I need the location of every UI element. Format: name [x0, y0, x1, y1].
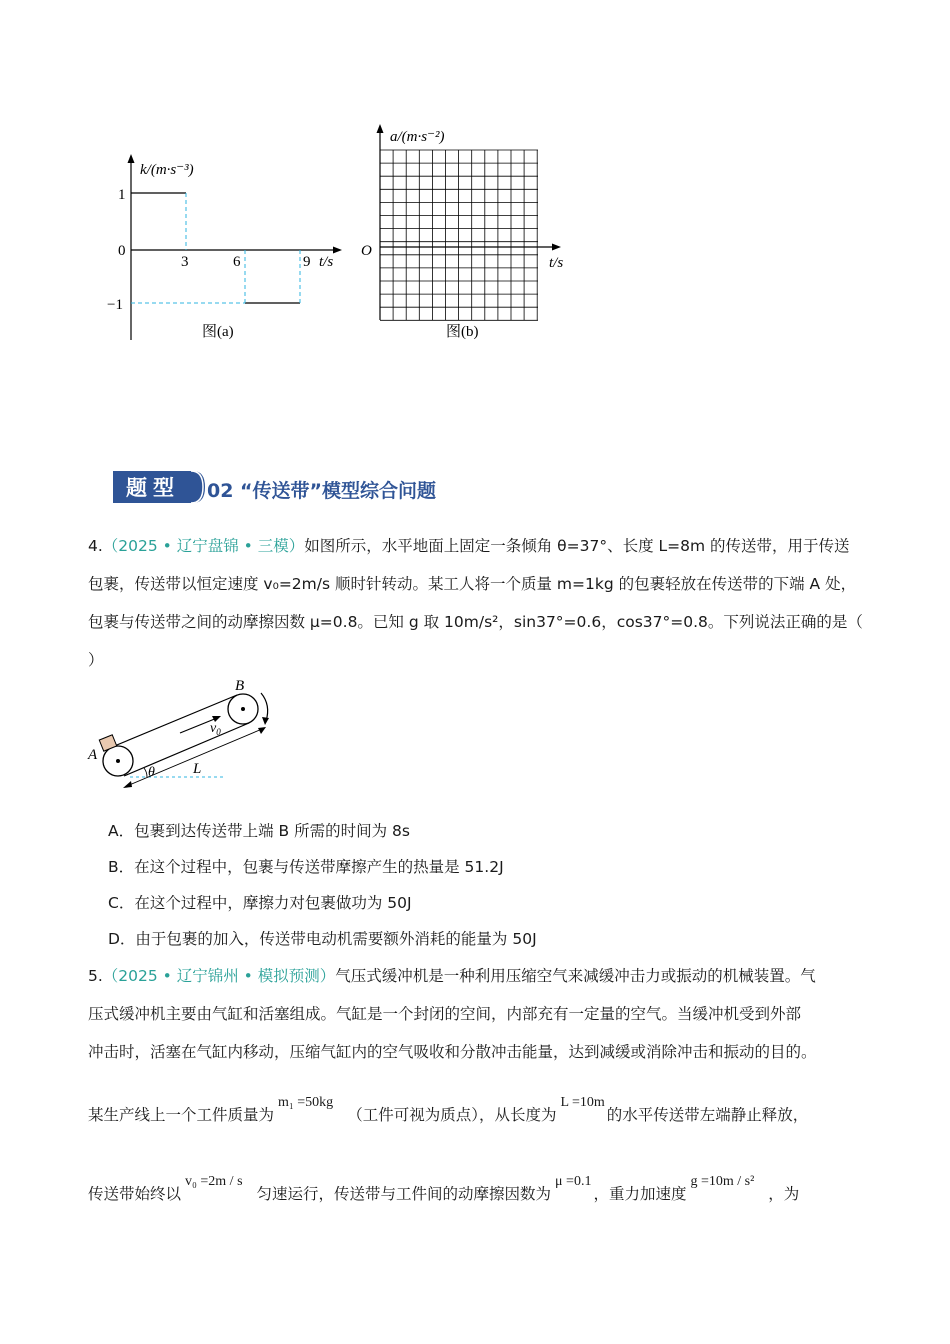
q4-number: 4.: [88, 537, 103, 555]
figure-b-grid: [380, 150, 538, 320]
q4-option-c[interactable]: C．在这个过程中，摩擦力对包裹做功为 50J: [108, 894, 412, 912]
rotation-arrow-icon: [261, 693, 268, 721]
figure-a-tick-9: 9: [303, 254, 311, 270]
figure-b-caption: 图(b): [446, 324, 479, 340]
label-v: $v_0$: [210, 721, 221, 737]
figure-a-x-label: t/s: [319, 254, 334, 270]
figure-a-y-label: k/(m·s⁻³): [140, 162, 194, 178]
q5-text-5a: 传送带始终以: [88, 1185, 182, 1203]
q4-source: （2025 • 辽宁盘锦 • 三模）: [102, 537, 305, 555]
figure-b-y-arrow: [377, 124, 384, 133]
figure-b-x-label: t/s: [549, 255, 564, 271]
figure-a-tick-1: 1: [118, 187, 126, 203]
angle-arc: [144, 768, 147, 777]
q4-text-1: 如图所示，水平地面上固定一条倾角 θ=37°、长度 L=8m 的传送带，用于传送: [304, 537, 850, 555]
q5-text-5c: ，重力加速度: [593, 1185, 687, 1203]
q5-eq-length: L =10m: [560, 1095, 605, 1110]
q5-text-5d: ，为: [768, 1185, 800, 1203]
q5-line-2: 压式缓冲机主要由气缸和活塞组成。气缸是一个封闭的空间，内部充有一定量的空气。当缓冲机受到外部: [88, 1005, 802, 1023]
figure-a-tick-0: 0: [118, 243, 126, 259]
figure-a-x-arrow: [333, 247, 342, 254]
figure-a-tick-6: 6: [233, 254, 241, 270]
q4-option-a[interactable]: A．包裹到达传送带上端 B 所需的时间为 8s: [108, 822, 410, 840]
q5-line-5: [88, 1174, 800, 1207]
figure-b: [355, 120, 585, 345]
q5-eq-mu: μ =0.1: [555, 1174, 592, 1189]
q5-source: （2025 • 辽宁锦州 • 模拟预测）: [102, 967, 336, 985]
figure-b-origin: O: [361, 243, 372, 259]
q5-number: 5.: [88, 967, 103, 985]
figure-a-caption: 图(a): [202, 324, 234, 340]
figure-a-tick-3: 3: [181, 254, 189, 270]
figure-a-tick-neg1: −1: [107, 297, 123, 313]
q5-text-4a: 某生产线上一个工件质量为: [88, 1106, 275, 1124]
q5-text-5b: 匀速运行，传送带与工件间的动摩擦因数为: [256, 1185, 552, 1203]
q5-eq-gravity: g =10m / s²: [690, 1174, 755, 1189]
q4-option-d[interactable]: D．由于包裹的加入，传送带电动机需要额外消耗的能量为 50J: [108, 930, 537, 948]
section-tag-badge: [113, 468, 205, 506]
conveyor-belt-diagram: [85, 675, 285, 805]
figure-b-x-arrow: [552, 244, 561, 251]
q5-eq-velocity: v₀ =2m / s: [185, 1174, 243, 1189]
figure-b-y-label: a/(m·s⁻²): [390, 129, 445, 145]
q4-line-3: 包裹与传送带之间的动摩擦因数 μ=0.8。已知 g 取 10m/s²，sin37°=0.6，cos37°=0.8。下列说法正确的是（: [88, 613, 863, 631]
q5-text-4c: 的水平传送带左端静止释放，: [606, 1106, 809, 1124]
q4-line-1: [88, 535, 850, 557]
section-tag-text: 题型: [126, 476, 180, 500]
label-theta: θ: [148, 765, 155, 780]
q5-line-3: 冲击时，活塞在气缸内移动，压缩气缸内的空气吸收和分散冲击能量，达到减缓或消除冲击和振动的目的。: [88, 1043, 817, 1061]
q5-text-1: 气压式缓冲机是一种利用压缩空气来减缓冲击力或振动的机械装置。气: [335, 967, 816, 985]
q5-text-4b: （工件可视为质点），从长度为: [347, 1106, 557, 1124]
label-a: A: [88, 747, 98, 763]
q5-line-1: [88, 965, 816, 987]
q5-line-4: [88, 1095, 809, 1128]
q4-line-2: 包裹，传送带以恒定速度 v₀=2m/s 顺时针转动。某工人将一个质量 m=1kg 的包裹轻放在传送带的下端 A 处，: [88, 575, 857, 593]
section-title: 02 “传送带”模型综合问题: [207, 480, 437, 502]
q5-eq-mass: m₁ =50kg: [278, 1095, 334, 1110]
label-b: B: [235, 678, 245, 694]
figure-a: [100, 150, 360, 350]
figure-a-y-arrow: [128, 154, 135, 163]
q4-option-b[interactable]: B．在这个过程中，包裹与传送带摩擦产生的热量是 51.2J: [108, 858, 504, 876]
label-l: L: [193, 761, 202, 777]
belt-top: [112, 695, 237, 747]
q4-line-4: ）: [88, 651, 104, 669]
